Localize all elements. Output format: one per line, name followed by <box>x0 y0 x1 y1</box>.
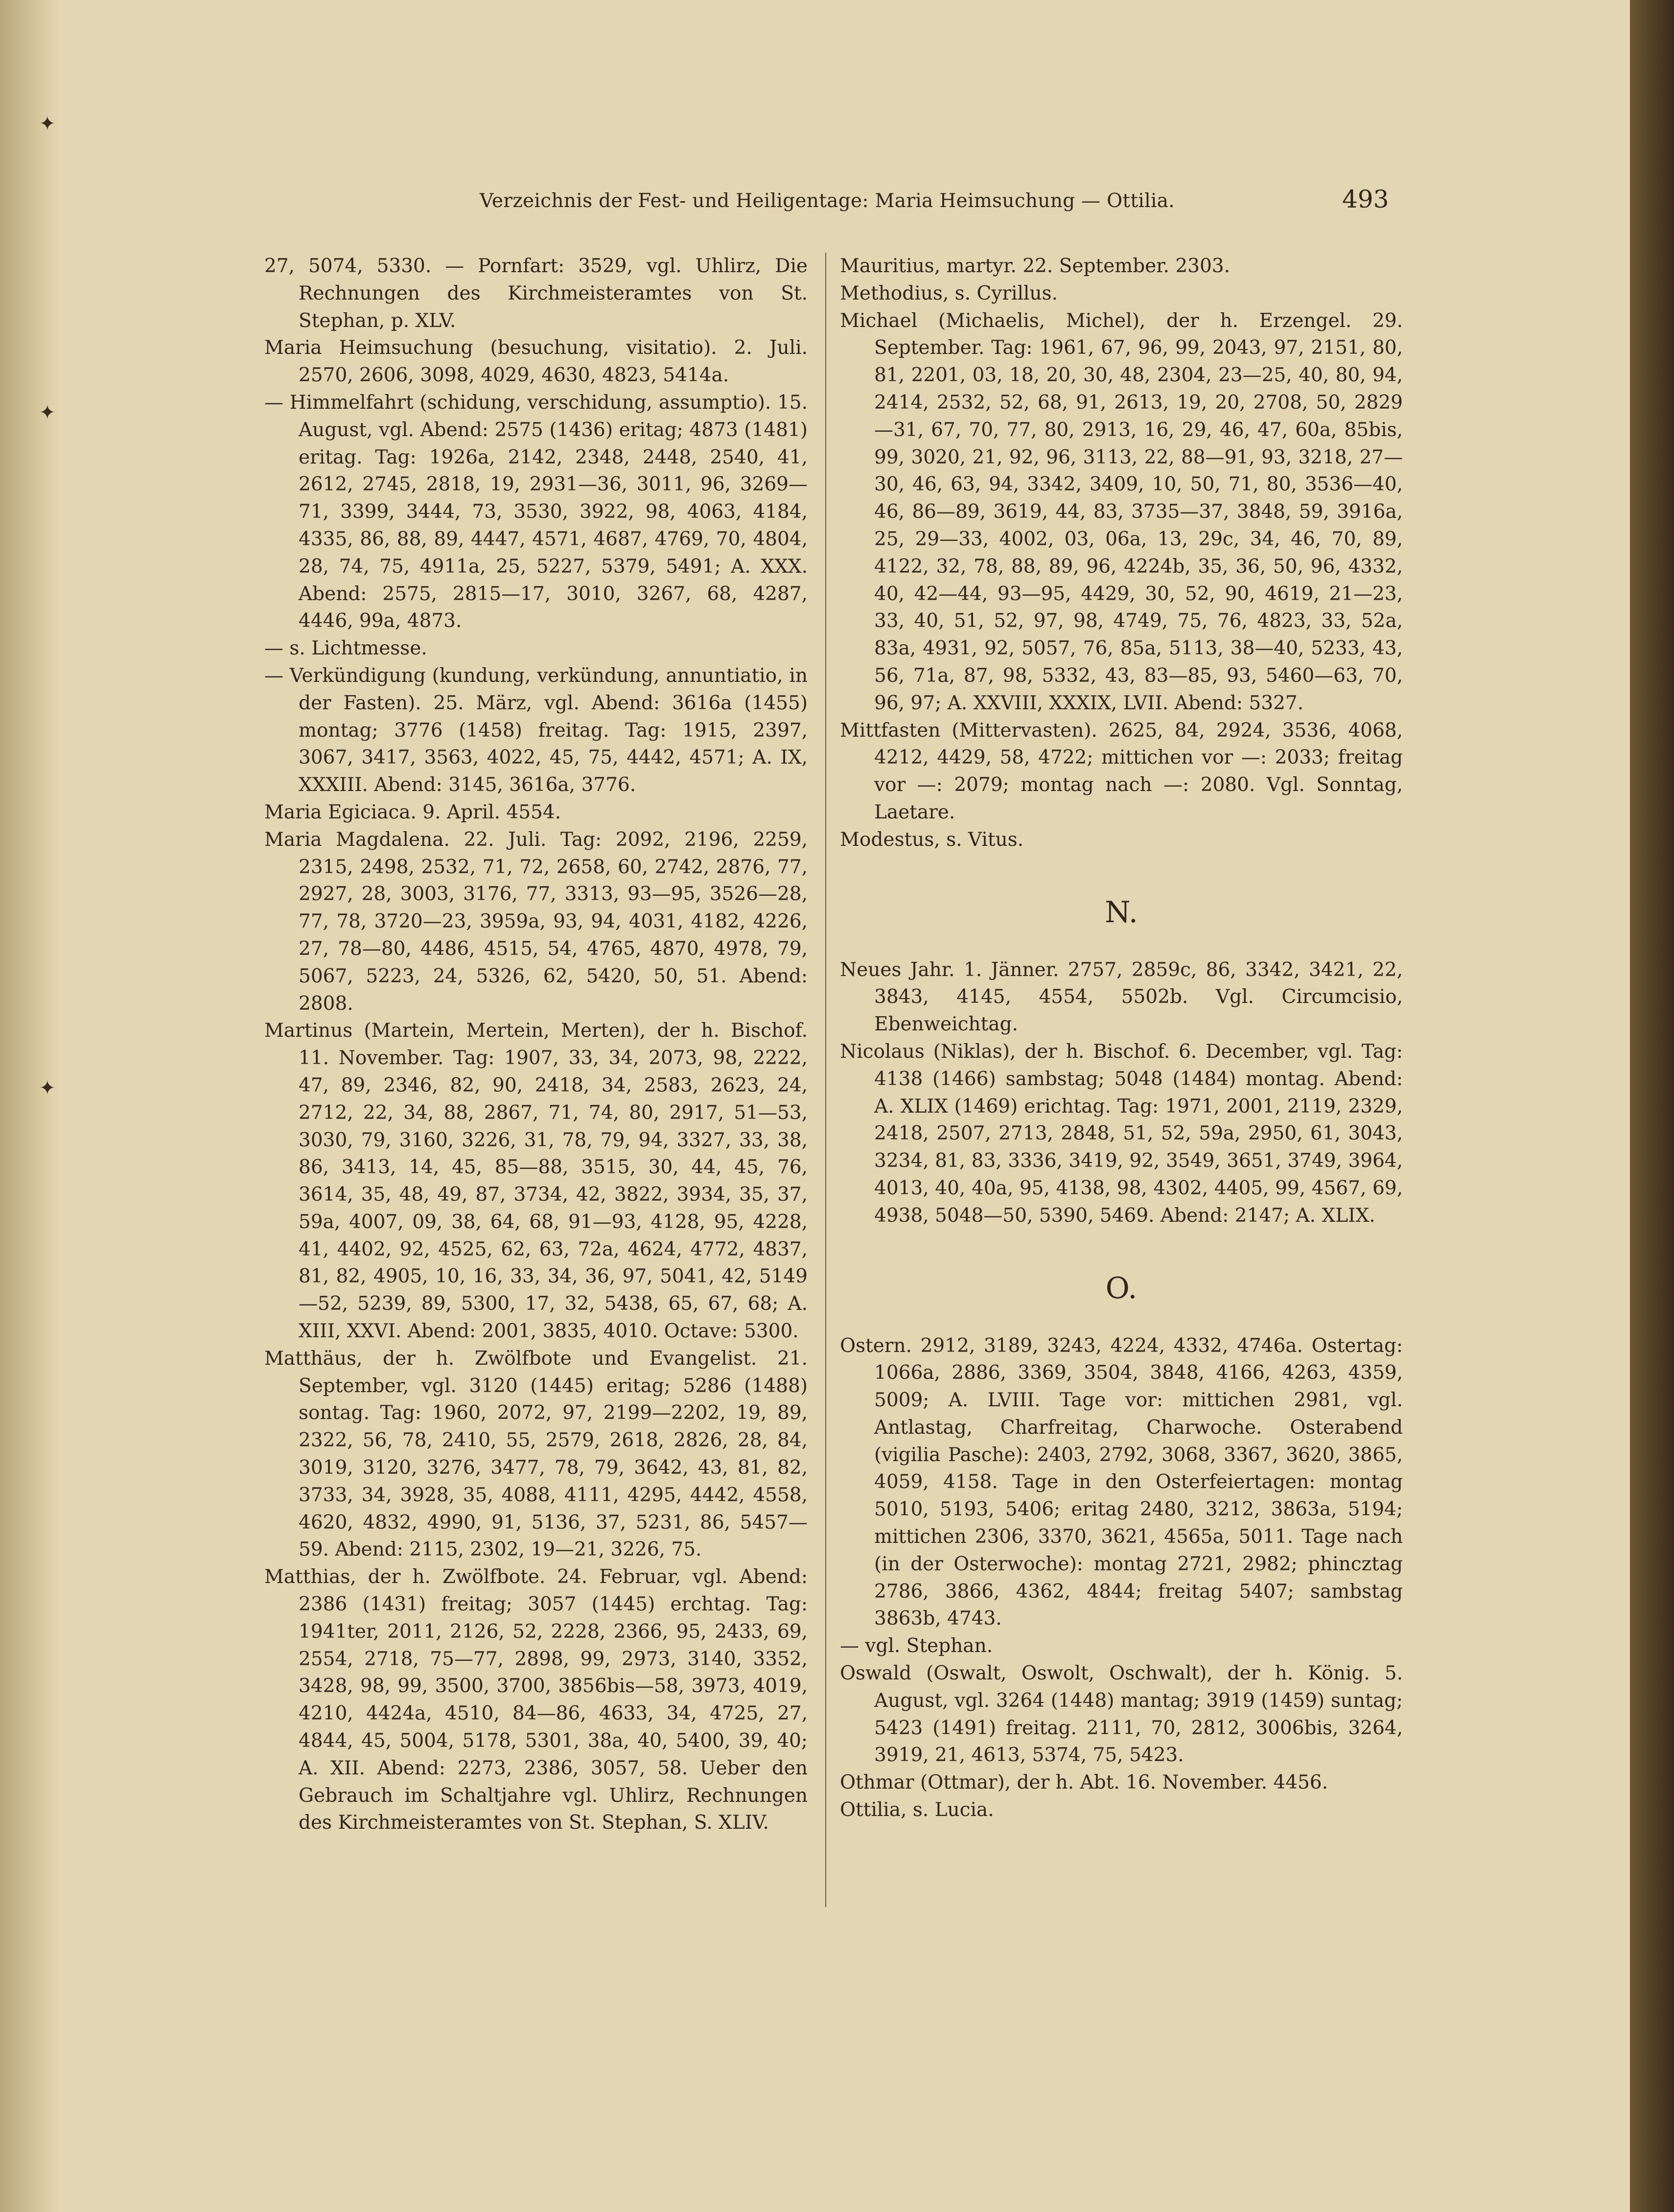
index-entry: Martinus (Martein, Mertein, Merten), der h. Bischof. 11. November. Tag: 1907, 33, 34, 2073, 98, 2222, 47, 89, 2346, 82, 90, 2418, 34, 2583, 2623, 24, 2712, 22, 34, 88, 2867, 71, 74, 80, 2917, 51—53, 3030, 79, 3160, 3226, 31, 78, 79, 94, 3327, 33, 38, 86, 3413, 14, 45, 85—88, 3515, 30, 44, 45, 76, 3614, 35, 48, 49, 87, 3734, 42, 3822, 3934, 35, 37, 59a, 4007, 09, 38, 64, 68, 91—93, 4128, 95, 4228, 41, 4402, 92, 4525, 62, 63, 72a, 4624, 4772, 4837, 81, 82, 4905, 10, 16, 33, 34, 36, 97, 5041, 42, 5149—52, 5239, 89, 5300, 17, 32, 5438, 65, 67, 68; A. XIII, XXVI. Abend: 2001, 3835, 4010. Octave: 5300. <box>264 1020 808 1343</box>
index-entry: Michael (Michaelis, Michel), der h. Erzengel. 29. September. Tag: 1961, 67, 96, 99, 2043, 97, 2151, 80, 81, 2201, 03, 18, 20, 30, 48, 2304, 23—25, 40, 80, 94, 2414, 2532, 52, 68, 91, 2613, 19, 20, 2708, 50, 2829—31, 67, 70, 77, 80, 2913, 16, 29, 46, 47, 60a, 85bis, 99, 3020, 21, 92, 96, 3113, 22, 88—91, 93, 3218, 27—30, 46, 63, 94, 3342, 3409, 10, 50, 71, 80, 3536—40, 46, 86—89, 3619, 44, 83, 3735—37, 3848, 59, 3916a, 25, 29—33, 4002, 03, 06a, 13, 29c, 34, 46, 70, 89, 4122, 32, 78, 88, 89, 96, 4224b, 35, 36, 50, 96, 4332, 40, 42—44, 93—95, 4429, 30, 52, 90, 4619, 21—23, 33, 40, 51, 52, 97, 98, 4749, 75, 76, 4823, 33, 52a, 83a, 4931, 92, 5057, 76, 85a, 5113, 38—40, 5233, 43, 56, 71a, 87, 98, 5332, 43, 83—85, 93, 5460—63, 70, 96, 97; A. XXVIII, XXXIX, LVII. Abend: 5327. <box>840 309 1403 714</box>
index-entry: — s. Lichtmesse. <box>264 637 427 660</box>
index-entry: 27, 5074, 5330. — Pornfart: 3529, vgl. Uhlirz, Die Rechnungen des Kirchmeisteramtes von St. Stephan, p. XLV. <box>264 255 808 332</box>
page-fold-shadow <box>0 0 59 2212</box>
index-entry: Matthias, der h. Zwölfbote. 24. Februar, vgl. Abend: 2386 (1431) freitag; 3057 (1445) erchtag. Tag: 1941ter, 2011, 2126, 52, 2228, 2366, 95, 2433, 69, 2554, 2718, 75—77, 2898, 99, 2973, 3140, 3352, 3428, 98, 99, 3500, 3700, 3856bis—58, 3973, 4019, 4210, 4424a, 4510, 84—86, 4633, 34, 4725, 27, 4844, 45, 5004, 5178, 5301, 38a, 40, 5400, 39, 40; A. XII. Abend: 2273, 2386, 3057, 58. Ueber den Gebrauch im Schaltjahre vgl. Uhlirz, Rechnungen des Kirchmeisteramtes von St. Stephan, S. XLIV. <box>264 1566 808 1834</box>
index-entry: Matthäus, der h. Zwölfbote und Evangelist. 21. September, vgl. 3120 (1445) eritag; 5286 (1488) sontag. Tag: 1960, 2072, 97, 2199—2202, 19, 89, 2322, 56, 78, 2410, 55, 2579, 2618, 2826, 28, 84, 3019, 3120, 3276, 3477, 78, 79, 3642, 43, 81, 82, 3733, 34, 3928, 35, 4088, 4111, 4295, 4442, 4558, 4620, 4832, 4990, 91, 5136, 37, 5231, 86, 5457—59. Abend: 2115, 2302, 19—21, 3226, 75. <box>264 1347 808 1561</box>
binding-mark: ✦ <box>39 401 56 424</box>
index-entry: Ostern. 2912, 3189, 3243, 4224, 4332, 4746a. Ostertag: 1066a, 2886, 3369, 3504, 3848, 4166, 4263, 4359, 5009; A. LVIII. Tage vor: mittichen 2981, vgl. Antlastag, Charfreitag, Charwoche. Osterabend (vigilia Pasche): 2403, 2792, 3068, 3367, 3620, 3865, 4059, 4158. Tage in den Osterfeiertagen: montag 5010, 5193, 5406; eritag 2480, 3212, 3863a, 5194; mittichen 2306, 3370, 3621, 4565a, 5011. Tage nach (in der Osterwoche): montag 2721, 2982; phincztag 2786, 3866, 4362, 4844; freitag 5407; sambstag 3863b, 4743. <box>840 1334 1403 1630</box>
index-entry: Neues Jahr. 1. Jänner. 2757, 2859c, 86, 3342, 3421, 22, 3843, 4145, 4554, 5502b. Vgl. Circumcisio, Ebenweichtag. <box>840 958 1403 1036</box>
running-title: Verzeichnis der Fest- und Heiligentage: Maria Heimsuchung — Ottilia. <box>480 190 1175 212</box>
index-entry: Mauritius, martyr. 22. September. 2303. <box>840 255 1230 277</box>
index-entry: Maria Heimsuchung (besuchung, visitatio). 2. Juli. 2570, 2606, 3098, 4029, 4630, 4823, 5414a. <box>264 337 808 387</box>
index-entry: — Himmelfahrt (schidung, verschidung, assumptio). 15. August, vgl. Abend: 2575 (1436) eritag; 4873 (1481) eritag. Tag: 1926a, 2142, 2348, 2448, 2540, 41, 2612, 2745, 2818, 19, 2931—36, 3011, 96, 3269—71, 3399, 3444, 73, 3530, 3922, 98, 4063, 4184, 4335, 86, 88, 89, 4447, 4571, 4687, 4769, 70, 4804, 28, 74, 75, 4911a, 25, 5227, 5379, 5491; A. XXX. Abend: 2575, 2815—17, 3010, 3267, 68, 4287, 4446, 99a, 4873. <box>264 391 808 632</box>
binding-mark: ✦ <box>39 113 56 135</box>
index-entry: — Verkündigung (kundung, verkündung, annuntiatio, in der Fasten). 25. März, vgl. Abend: 3616a (1455) montag; 3776 (1458) freitag. Tag: 1915, 2397, 3067, 3417, 3563, 4022, 45, 75, 4442, 4571; A. IX, XXXIII. Abend: 3145, 3616a, 3776. <box>264 664 808 796</box>
index-entry: Othmar (Ottmar), der h. Abt. 16. November. 4456. <box>840 1771 1328 1794</box>
index-entry: Maria Magdalena. 22. Juli. Tag: 2092, 2196, 2259, 2315, 2498, 2532, 71, 72, 2658, 60, 2742, 2876, 77, 2927, 28, 3003, 3176, 77, 3313, 93—95, 3526—28, 77, 78, 3720—23, 3959a, 93, 94, 4031, 4182, 4226, 27, 78—80, 4486, 4515, 54, 4765, 4870, 4978, 79, 5067, 5223, 24, 5326, 62, 5420, 50, 51. Abend: 2808. <box>264 828 808 1015</box>
page-number: 493 <box>1342 185 1389 213</box>
index-entry: Ottilia, s. Lucia. <box>840 1799 994 1821</box>
index-entry: Oswald (Oswalt, Oswolt, Oschwalt), der h. König. 5. August, vgl. 3264 (1448) mantag; 3919 (1459) suntag; 5423 (1491) freitag. 2111, 70, 2812, 3006bis, 3264, 3919, 21, 4613, 5374, 75, 5423. <box>840 1662 1403 1767</box>
column-rule <box>825 253 826 1907</box>
index-entry: Methodius, s. Cyrillus. <box>840 282 1058 304</box>
left-column <box>264 253 808 1837</box>
section-heading-n: N. <box>1105 895 1138 930</box>
index-entry: Nicolaus (Niklas), der h. Bischof. 6. December, vgl. Tag: 4138 (1466) sambstag; 5048 (1484) montag. Abend: A. XLIX (1469) erichtag. Tag: 1971, 2001, 2119, 2329, 2418, 2507, 2713, 2848, 51, 52, 59a, 2950, 61, 3043, 3234, 81, 83, 3336, 3419, 92, 3549, 3651, 3749, 3964, 4013, 40, 40a, 95, 4138, 98, 4302, 4405, 99, 4567, 69, 4938, 5048—50, 5390, 5469. Abend: 2147; A. XLIX. <box>840 1040 1403 1227</box>
index-entry: Mittfasten (Mittervasten). 2625, 84, 2924, 3536, 4068, 4212, 4429, 58, 4722; mittichen vor —: 2033; freitag vor —: 2079; montag nach —: 2080. Vgl. Sonntag, Laetare. <box>840 719 1403 823</box>
section-heading-o: O. <box>1105 1271 1138 1305</box>
binding-mark: ✦ <box>39 1077 56 1099</box>
index-entry: — vgl. Stephan. <box>840 1635 993 1657</box>
right-column <box>840 253 1403 1824</box>
index-entry: Modestus, s. Vitus. <box>840 828 1024 851</box>
book-edge <box>1630 0 1674 2212</box>
index-entry: Maria Egiciaca. 9. April. 4554. <box>264 801 561 823</box>
